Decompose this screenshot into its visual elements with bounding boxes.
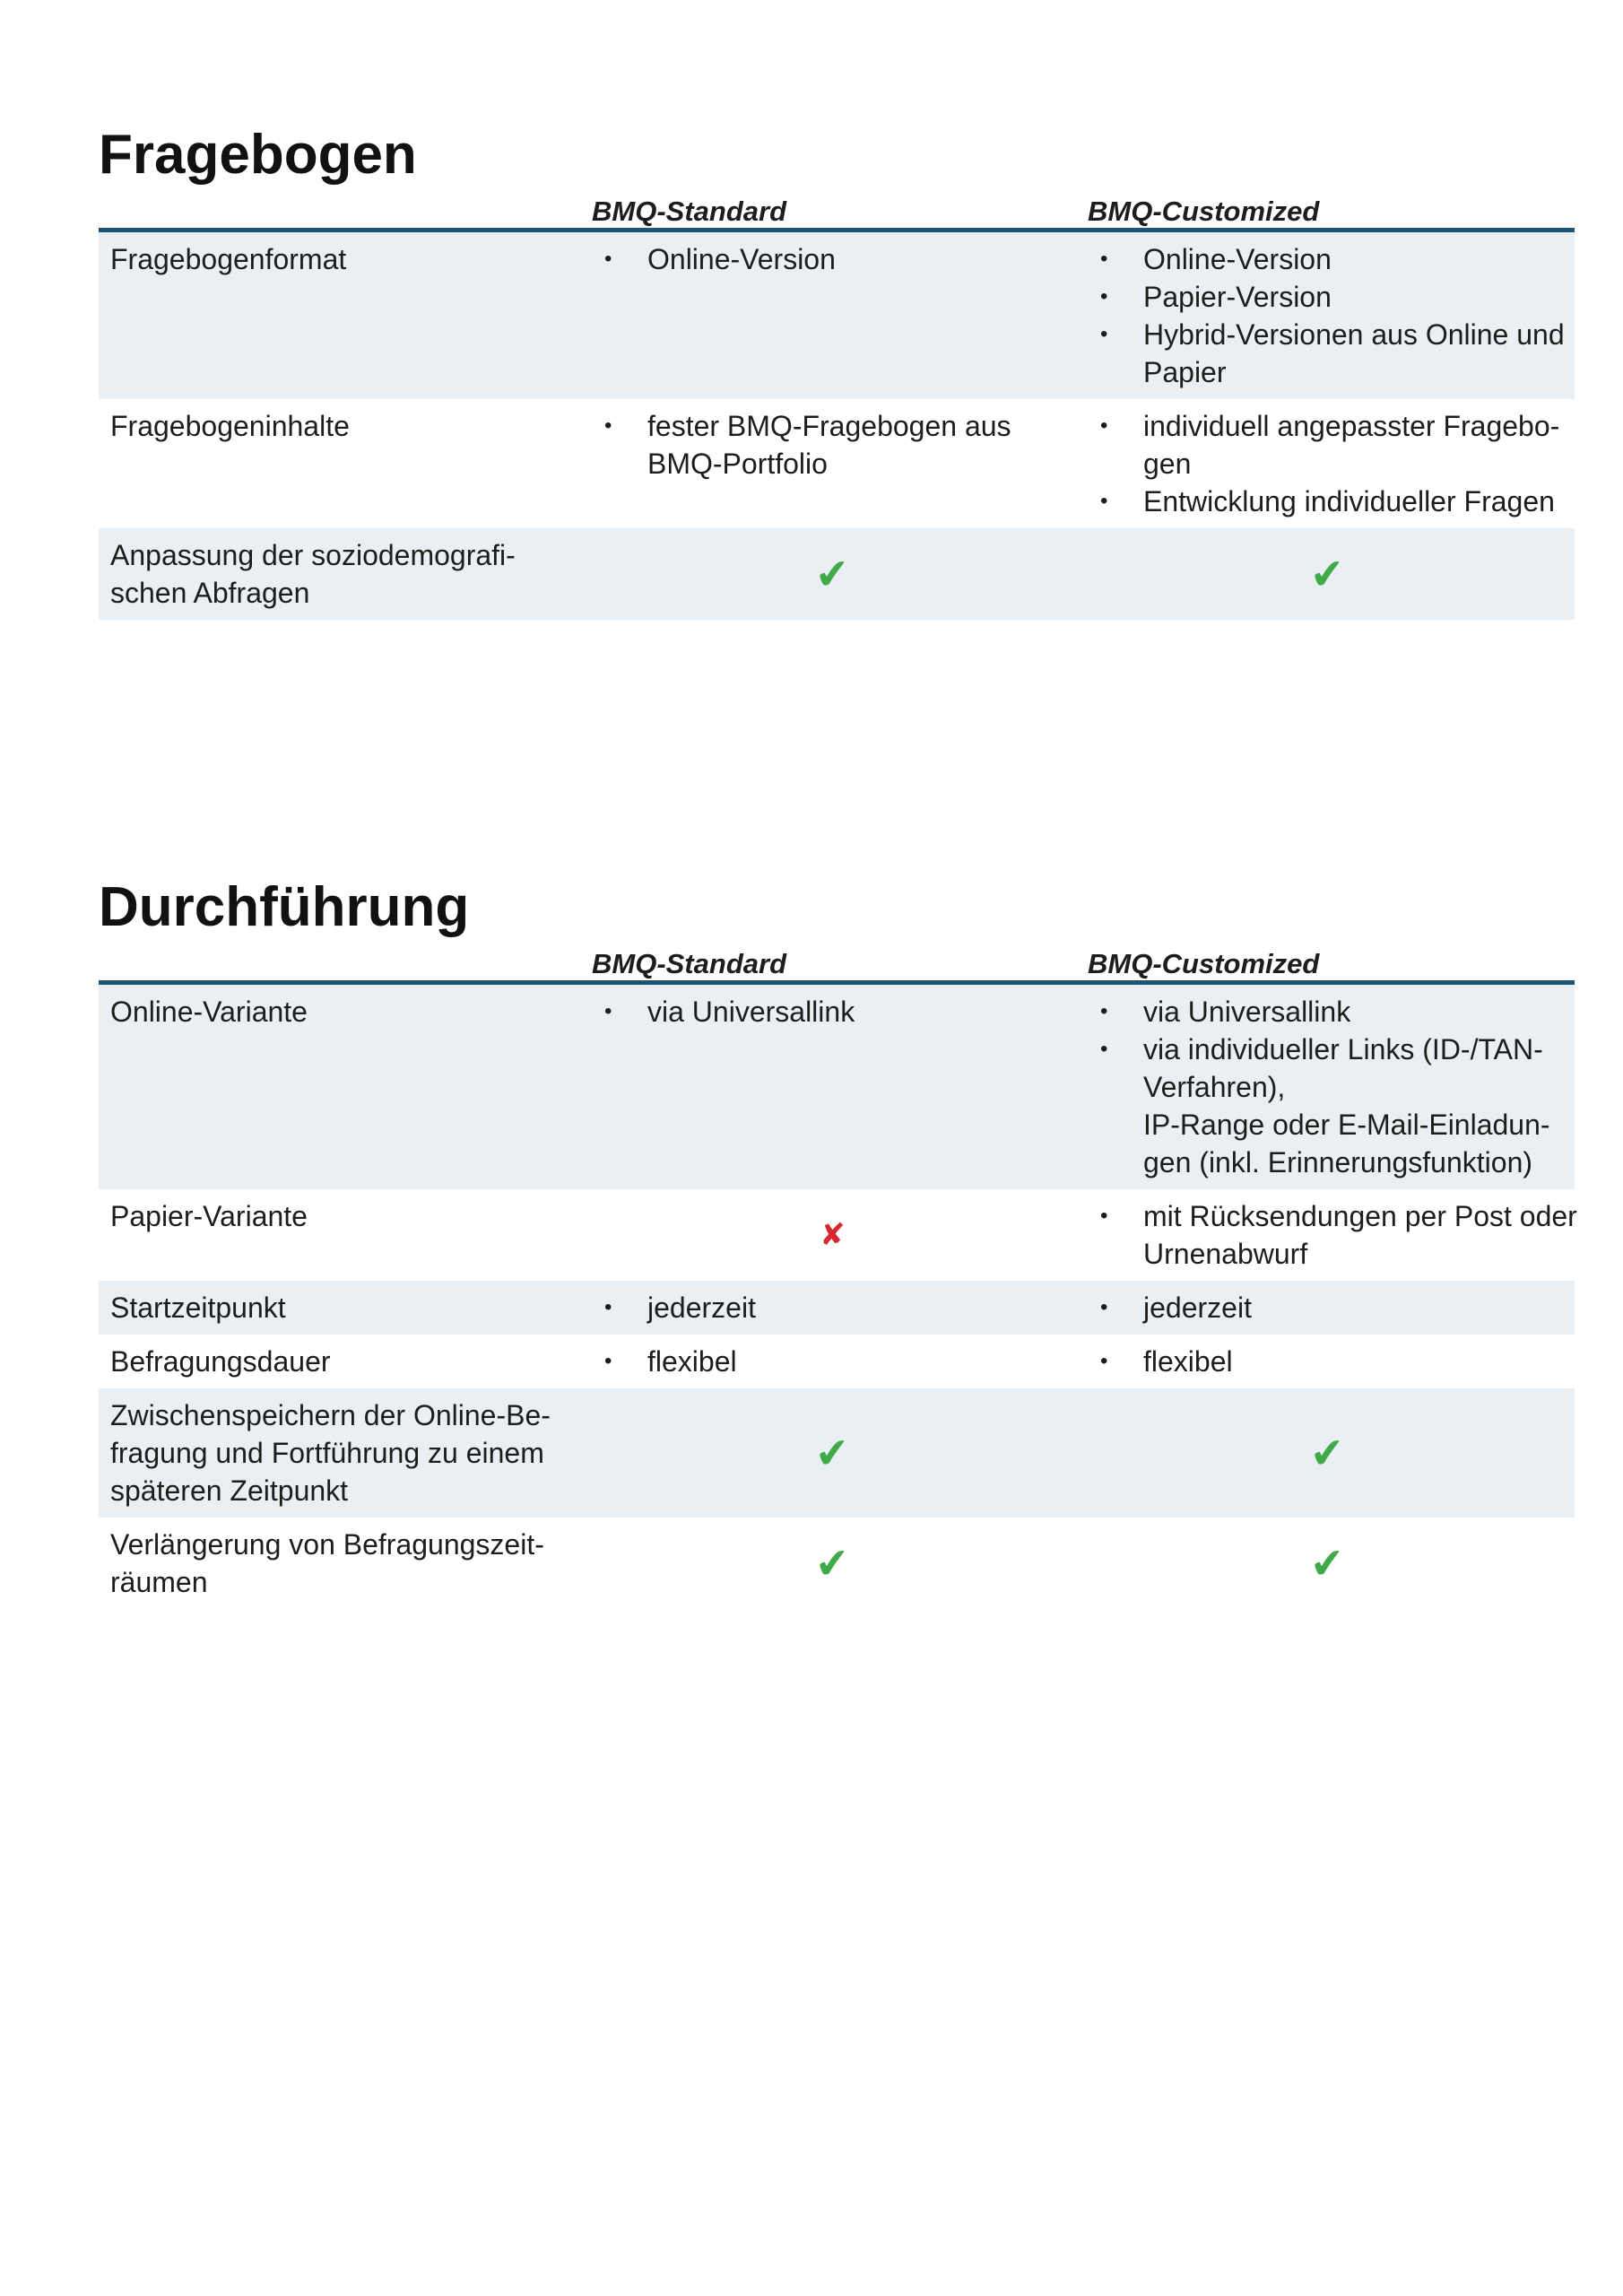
bullet-text [647, 1289, 1081, 1326]
text-line: Entwicklung individueller Fragen [1143, 485, 1555, 517]
table-header-row [99, 948, 1575, 980]
table-row [99, 985, 1575, 1189]
bullet-list [1081, 1343, 1575, 1380]
page-content [99, 0, 1575, 1609]
bullet-icon: • [1100, 1037, 1108, 1061]
bullet-text [1143, 407, 1575, 483]
text-line: via Universallink [1143, 996, 1351, 1028]
label-line: räumen [110, 1566, 208, 1598]
bullet-list [585, 1289, 1081, 1326]
bullet-item [1088, 278, 1575, 316]
table-body [99, 232, 1575, 620]
bullet-item [592, 993, 1081, 1031]
text-line: individuell angepasster Fragebo- [1143, 410, 1560, 442]
check-icon: ✔ [1308, 1537, 1347, 1589]
customized-cell [1081, 528, 1575, 620]
bullet-icon: • [604, 999, 612, 1023]
check-icon: ✔ [813, 1427, 852, 1479]
label-line: späteren Zeitpunkt [110, 1474, 349, 1507]
table-row [99, 1189, 1575, 1281]
column-header-customized: BMQ-Customized [1088, 196, 1320, 227]
table-row [99, 399, 1575, 528]
customized-cell [1081, 985, 1575, 1189]
label-line: Fragebogenformat [110, 243, 347, 275]
text-line: Online-Version [647, 243, 836, 275]
label-line: Papier-Variante [110, 1200, 308, 1232]
bullet-item [1088, 1197, 1575, 1273]
check-icon: ✔ [813, 1537, 852, 1589]
bullet-icon: • [1100, 1295, 1108, 1319]
label-line: schen Abfragen [110, 577, 310, 609]
label-line: Befragungsdauer [110, 1345, 331, 1378]
section-durchfuehrung [99, 620, 1575, 1609]
bullet-icon: • [1100, 413, 1108, 438]
standard-cell [585, 985, 1081, 1189]
bullet-icon: • [604, 413, 612, 438]
standard-cell [585, 1388, 1081, 1518]
table-row [99, 1388, 1575, 1518]
text-line: Papier-Version [1143, 281, 1332, 313]
bullet-text [1143, 483, 1575, 520]
standard-cell [585, 232, 1081, 399]
label-line: Zwischenspeichern der Online-Be- [110, 1399, 551, 1431]
label-line: Startzeitpunkt [110, 1292, 286, 1324]
bullet-icon: • [1100, 1349, 1108, 1373]
text-line: gen [1143, 448, 1192, 480]
table-header-row [99, 196, 1575, 228]
standard-cell [585, 399, 1081, 528]
check-icon: ✔ [1308, 1427, 1347, 1479]
bullet-icon: • [1100, 247, 1108, 271]
bullet-list [1081, 993, 1575, 1181]
bullet-item [1088, 240, 1575, 278]
bullet-icon: • [604, 1349, 612, 1373]
row-label-cell [99, 985, 585, 1189]
bullet-text [647, 1343, 1081, 1380]
text-line: Papier [1143, 356, 1227, 388]
row-label-cell [99, 232, 585, 399]
bullet-text [647, 240, 1081, 278]
bullet-icon: • [604, 1295, 612, 1319]
bullet-list [1081, 240, 1575, 391]
column-header-standard: BMQ-Standard [592, 948, 786, 979]
customized-cell [1081, 399, 1575, 528]
row-label-cell [99, 1518, 585, 1609]
standard-cell [585, 1189, 1081, 1281]
bullet-item [592, 240, 1081, 278]
section-title: Fragebogen [99, 124, 417, 186]
check-icon: ✔ [813, 548, 852, 600]
bullet-list [585, 240, 1081, 278]
bullet-list [585, 1343, 1081, 1380]
bullet-text [647, 993, 1081, 1031]
standard-cell [585, 1281, 1081, 1335]
customized-cell [1081, 1281, 1575, 1335]
table-row [99, 232, 1575, 399]
text-line: Hybrid-Versionen aus Online und [1143, 318, 1565, 351]
customized-cell [1081, 1189, 1575, 1281]
cross-icon: ✘ [820, 1217, 846, 1253]
text-line: flexibel [1143, 1345, 1233, 1378]
bullet-list [585, 407, 1081, 483]
text-line: Online-Version [1143, 243, 1332, 275]
text-line: fester BMQ-Fragebogen aus [647, 410, 1011, 442]
row-label-cell [99, 528, 585, 620]
text-line: mit Rücksendungen per Post oder [1143, 1200, 1577, 1232]
row-label-cell [99, 399, 585, 528]
row-label-cell [99, 1388, 585, 1518]
bullet-item [1088, 1343, 1575, 1380]
bullet-icon: • [1100, 1204, 1108, 1228]
customized-cell [1081, 1518, 1575, 1609]
bullet-text [1143, 1197, 1577, 1273]
text-line: jederzeit [647, 1292, 756, 1324]
text-line: via Universallink [647, 996, 855, 1028]
bullet-item [1088, 1031, 1575, 1181]
standard-cell [585, 1518, 1081, 1609]
bullet-item [592, 1343, 1081, 1380]
row-label-cell [99, 1189, 585, 1281]
text-line: via individueller Links (ID-/TAN- [1143, 1033, 1543, 1065]
bullet-icon: • [604, 247, 612, 271]
table-row [99, 1335, 1575, 1388]
text-line: flexibel [647, 1345, 737, 1378]
bullet-icon: • [1100, 489, 1108, 513]
section-title: Durchführung [99, 876, 470, 938]
text-line: BMQ-Portfolio [647, 448, 828, 480]
bullet-text [1143, 316, 1575, 391]
column-header-customized: BMQ-Customized [1088, 948, 1320, 979]
text-line: Verfahren), [1143, 1071, 1286, 1103]
bullet-list [585, 993, 1081, 1031]
bullet-list [1081, 1289, 1575, 1326]
bullet-text [1143, 1343, 1575, 1380]
bullet-icon: • [1100, 322, 1108, 346]
label-line: Verlängerung von Befragungszeit- [110, 1528, 544, 1561]
label-line: Online-Variante [110, 996, 308, 1028]
bullet-text [1143, 240, 1575, 278]
bullet-list [1081, 407, 1575, 520]
row-label-cell [99, 1281, 585, 1335]
header-spacer [99, 196, 585, 228]
text-line: Urnenabwurf [1143, 1238, 1308, 1270]
check-icon: ✔ [1308, 548, 1347, 600]
table-body [99, 985, 1575, 1609]
bullet-icon: • [1100, 999, 1108, 1023]
bullet-text [647, 407, 1081, 483]
header-spacer [99, 948, 585, 980]
bullet-text [1143, 278, 1575, 316]
row-label-cell [99, 1335, 585, 1388]
bullet-item [1088, 316, 1575, 391]
table-row [99, 528, 1575, 620]
bullet-list [1081, 1197, 1575, 1273]
bullet-item [1088, 1289, 1575, 1326]
customized-cell [1081, 232, 1575, 399]
customized-cell [1081, 1388, 1575, 1518]
bullet-text [1143, 1031, 1575, 1181]
section-fragebogen [99, 0, 1575, 620]
bullet-item [592, 407, 1081, 483]
bullet-text [1143, 1289, 1575, 1326]
standard-cell [585, 1335, 1081, 1388]
text-line: IP-Range oder E-Mail-Einladun- [1143, 1109, 1550, 1141]
customized-cell [1081, 1335, 1575, 1388]
text-line: gen (inkl. Erinnerungsfunktion) [1143, 1146, 1533, 1178]
bullet-item [1088, 483, 1575, 520]
column-header-standard: BMQ-Standard [592, 196, 786, 227]
bullet-icon: • [1100, 284, 1108, 309]
text-line: jederzeit [1143, 1292, 1252, 1324]
bullet-item [1088, 993, 1575, 1031]
label-line: Anpassung der soziodemografi- [110, 539, 516, 571]
bullet-item [1088, 407, 1575, 483]
bullet-item [592, 1289, 1081, 1326]
table-row [99, 1518, 1575, 1609]
label-line: fragung und Fortführung zu einem [110, 1437, 544, 1469]
label-line: Fragebogeninhalte [110, 410, 350, 442]
bullet-text [1143, 993, 1575, 1031]
standard-cell [585, 528, 1081, 620]
table-row [99, 1281, 1575, 1335]
